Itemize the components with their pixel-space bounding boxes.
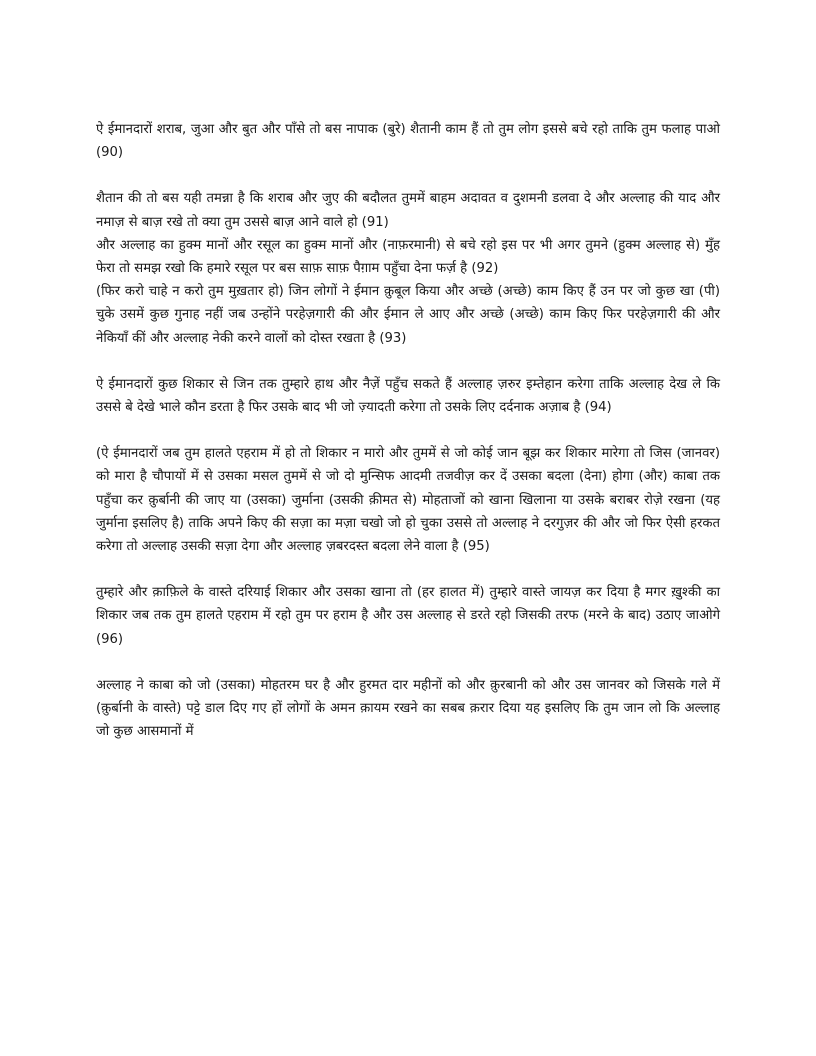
verse-90-paragraph: ऐ ईमानदारों शराब, जुआ और बुत और पाँसे तो बस नापाक (बुरे) शैतानी काम हैं तो तुम लोग इससे बचे रहो ताकि तुम फलाह पाओ (90) (96, 122, 720, 161)
verse-97-paragraph: अल्लाह ने काबा को जो (उसका) मोहतरम घर है और हुरमत दार महीनों को और क़ुरबानी को और उस जानवर को जिसके गले में (क़ुर्बानी के वास्ते) पट्टे डाल दिए गए हों लोगों के अमन क़ायम रखने का सबब क़रार दिया यह इसलिए कि तुम जान लो कि अल्लाह जो कुछ आसमानों में (96, 677, 720, 740)
document-body (96, 118, 720, 743)
verse-95-paragraph: (ऐ ईमानदारों जब तुम हालते एहराम में हो तो शिकार न मारो और तुममें से जो कोई जान बूझ कर शिकार मारेगा तो जिस (जानवर) को मारा है चौपायों में से उसका मसल तुममें से जो दो मुन्सिफ आदमी तजवीज़ कर दें उसका बदला (देना) होगा (और) काबा तक पहुँचा कर क़ुर्बानी की जाए या (उसका) जुर्माना (उसकी क़ीमत से) मोहताजों को खाना खिलाना या उसके बराबर रोज़े रखना (यह जुर्माना इसलिए है) ताकि अपने किए की सज़ा का मज़ा चखो जो हो चुका उससे तो अल्लाह ने दरगुज़र की और जो फिर ऐसी हरकत करेगा तो अल्लाह उसकी सज़ा देगा और अल्लाह ज़बरदस्त बदला लेने वाला है (95) (96, 446, 720, 555)
verse-92-paragraph: और अल्लाह का हुक्म मानों और रसूल का हुक्म मानों और (नाफ़रमानी) से बचे रहो इस पर भी अगर तुमने (हुक्म अल्लाह से) मुँह फेरा तो समझ रखो कि हमारे रसूल पर बस साफ़ साफ़ पैग़ाम पहुँचा देना फर्ज़ है (92) (96, 237, 720, 277)
verse-96-paragraph: तुम्हारे और क़ाफ़िले के वास्ते दरियाई शिकार और उसका खाना तो (हर हालत में) तुम्हारे वास्ते जायज़ कर दिया है मगर ख़ुश्की का शिकार जब तक तुम हालते एहराम में रहो तुम पर हराम है और उस अल्लाह से डरते रहो जिसकी तरफ (मरने के बाद) उठाए जाओगे (96) (96, 585, 720, 647)
verse-91-paragraph: शैतान की तो बस यही तमन्ना है कि शराब और जुए की बदौलत तुममें बाहम अदावत व दुशमनी डलवा दे और अल्लाह की याद और नमाज़ से बाज़ रखे तो क्या तुम उससे बाज़ आने वाले हो (91) (96, 191, 720, 230)
verse-94-paragraph: ऐ ईमानदारों कुछ शिकार से जिन तक तुम्हारे हाथ और नैज़ें पहुँच सकते हैं अल्लाह ज़रुर इम्तेहान करेगा ताकि अल्लाह देख ले कि उससे बे देखे भाले कौन डरता है फिर उसके बाद भी जो ज़्यादती करेगा तो उसके लिए दर्दनाक अज़ाब है (94) (96, 376, 720, 416)
verse-93-paragraph: (फिर करो चाहे न करो तुम मुख़तार हो) जिन लोगों ने ईमान क़ुबूल किया और अच्छे (अच्छे) काम किए हैं उन पर जो कुछ खा (पी) चुके उसमें कुछ गुनाह नहीं जब उन्होंने परहेज़गारी की और ईमान ले आए और अच्छे (अच्छे) काम किए फिर परहेज़गारी की और नेकियाँ कीं और अल्लाह नेकी करने वालों को दोस्त रखता है (93) (96, 284, 720, 346)
